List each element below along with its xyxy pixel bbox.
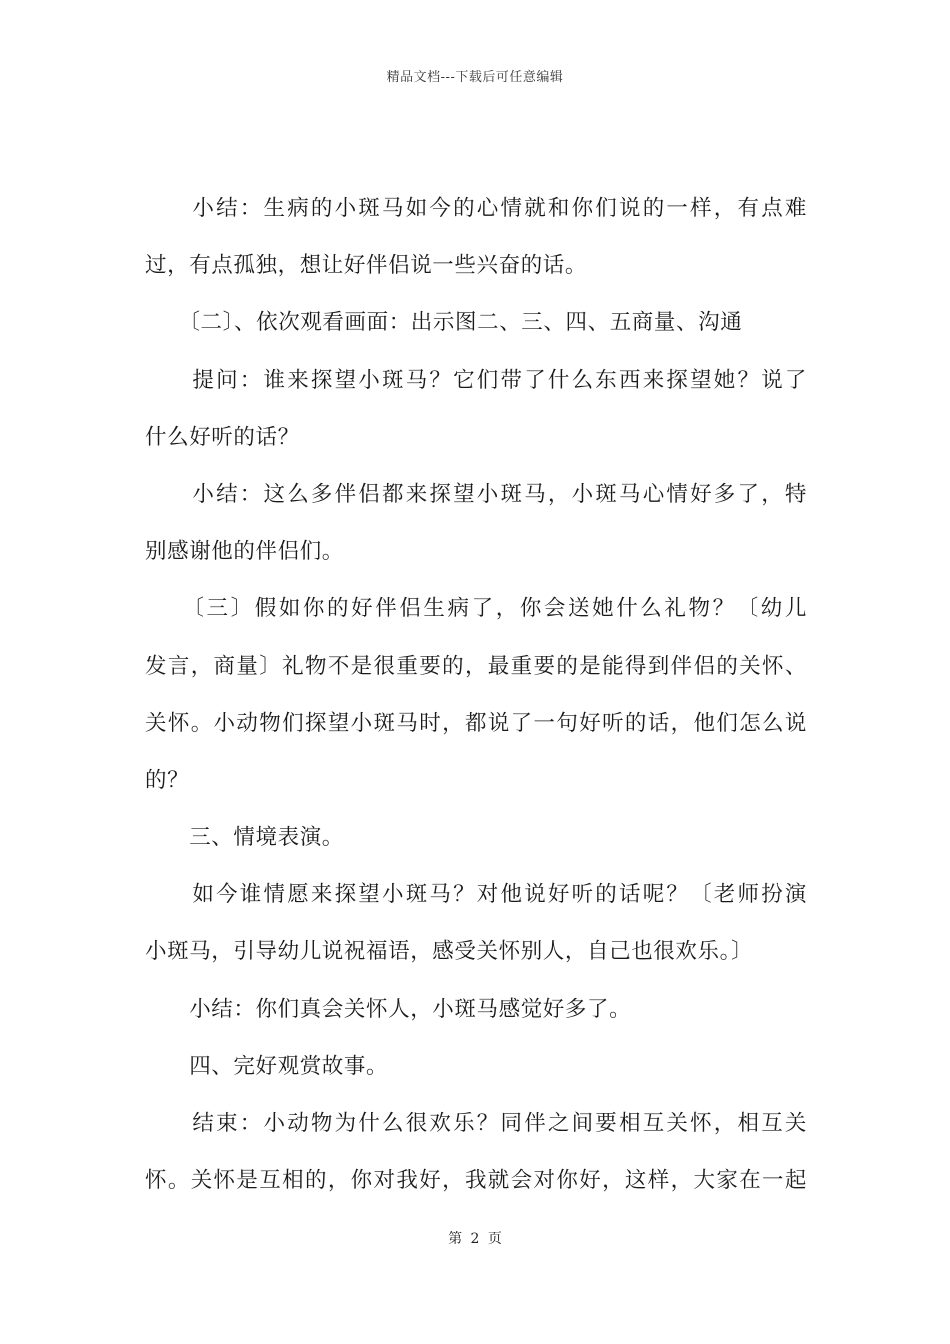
text-line: 〔三〕假如你的好伴侣生病了，你会送她什么礼物？〔幼儿	[145, 596, 807, 622]
text-line: 三、情境表演。	[145, 825, 344, 851]
text-line: 提问：谁来探望小斑马？它们带了什么东西来探望她？说了	[145, 367, 807, 393]
text-line: 关怀。小动物们探望小斑马时，都说了一句好听的话，他们怎么说	[145, 710, 807, 736]
page-footer	[0, 1228, 950, 1248]
text-line: 小结：生病的小斑马如今的心情就和你们说的一样，有点难	[145, 196, 807, 221]
text-line: 〔二〕、依次观看画面：出示图二、三、四、五商量、沟通	[145, 310, 743, 336]
text-line: 小结：你们真会关怀人，小斑马感觉好多了。	[145, 996, 632, 1022]
text-line: 如今谁情愿来探望小斑马？对他说好听的话呢？〔老师扮演	[145, 882, 807, 908]
page-number-prefix: 第	[448, 1231, 463, 1247]
text-line: 别感谢他的伴侣们。	[145, 539, 344, 565]
text-line: 小结：这么多伴侣都来探望小斑马，小斑马心情好多了，特	[145, 481, 807, 507]
document-body	[145, 189, 807, 1218]
text-line: 怀。关怀是互相的，你对我好，我就会对你好，这样，大家在一起	[145, 1168, 807, 1194]
page-header: 精品文档---下载后可任意编辑	[386, 70, 564, 85]
text-line: 什么好听的话？	[145, 424, 300, 450]
text-line: 的？	[145, 767, 190, 793]
text-line: 发言，商量〕礼物不是很重要的，最重要的是能得到伴侣的关怀、	[145, 653, 807, 679]
page-number: 2	[470, 1231, 480, 1247]
text-line: 结束：小动物为什么很欢乐？同伴之间要相互关怀，相互关	[145, 1111, 807, 1136]
text-line: 小斑马，引导幼儿说祝福语，感受关怀别人，自己也很欢乐。〕	[145, 939, 754, 965]
text-line: 四、完好观赏故事。	[145, 1053, 389, 1079]
text-line: 过，有点孤独，想让好伴侣说一些兴奋的话。	[145, 253, 588, 279]
page-number-suffix: 页	[487, 1231, 502, 1247]
